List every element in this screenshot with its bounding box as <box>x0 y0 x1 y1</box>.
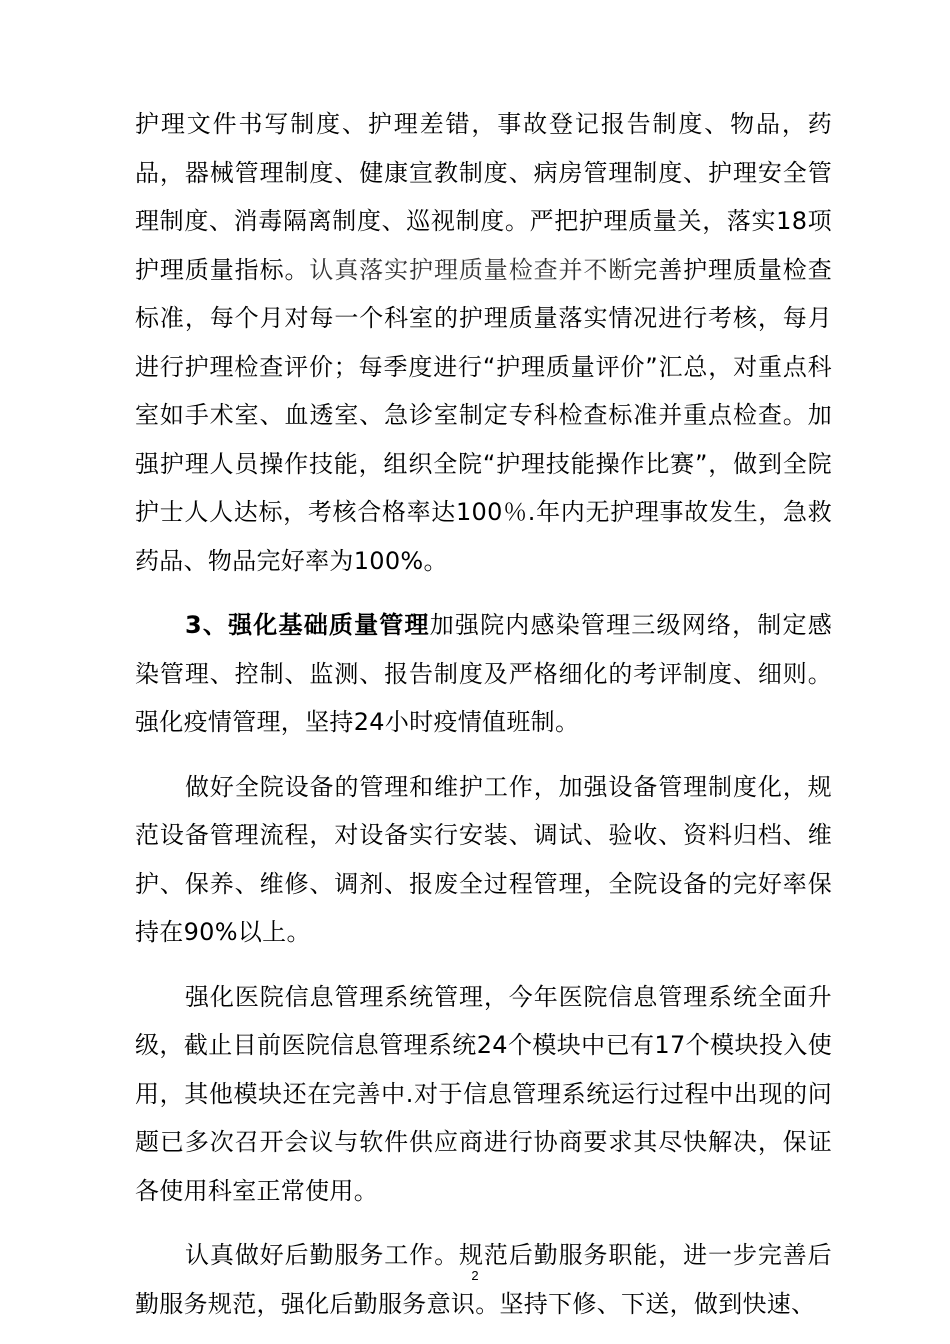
paragraph-gap <box>135 957 832 973</box>
nursing-rules-text: 护理文件书写制度、护理差错，事故登记报告制度、物品，药品，器械管理制度、健康宣教制度、病房管理制度、护理安全管理制度、消毒隔离制度、巡视制度。严把护理质量关，落实18项护理质量指标。 <box>135 110 832 284</box>
paragraph-logistics: 认真做好后勤服务工作。规范后勤服务职能，进一步完善后勤服务规范，强化后勤服务意识。坚持下修、下送，做到快速、 <box>135 1241 832 1318</box>
paragraph-equipment: 做好全院设备的管理和维护工作，加强设备管理制度化，规范设备管理流程，对设备实行安装、调试、验收、资料归档、维护、保养、维修、调剂、报废全过程管理，全院设备的完好率保持在90%以上。 <box>135 772 832 946</box>
section-heading: 3、强化基础质量管理 <box>185 611 430 639</box>
paragraph-infection-control <box>135 601 832 747</box>
nursing-check-text: 完善护理质量检查标准，每个月对每一个科室的护理质量落实情况进行考核，每月进行护理检查评价；每季度进行“护理质量评价”汇总，对重点科室如手术室、血透室、急诊室制定专科检查标准并重点检查。加强护理人员操作技能，组织全院“护理技能操作比赛”，做到全院护士人人达标，考核合格率达100％.年内无护理事故发生，急救药品、物品完好率为100%。 <box>135 255 832 575</box>
paragraph-gap <box>135 747 832 763</box>
nursing-check-highlight: 认真落实护理质量检查并不断 <box>309 255 634 284</box>
paragraph-gap <box>135 1215 832 1231</box>
infection-control-text: 加强院内感染管理三级网络，制定感染管理、控制、监测、报告制度及严格细化的考评制度、细则。强化疫情管理，坚持24小时疫情值班制。 <box>135 611 832 736</box>
paragraph-information-system: 强化医院信息管理系统管理，今年医院信息管理系统全面升级，截止目前医院信息管理系统24个模块中已有17个模块投入使用，其他模块还在完善中.对于信息管理系统运行过程中出现的问题已多次召开会议与软件供应商进行协商要求其尽快解决，保证各使用科室正常使用。 <box>135 982 832 1205</box>
paragraph-gap <box>135 585 832 601</box>
page-number: 2 <box>471 1268 479 1283</box>
paragraph-nursing-quality <box>135 100 832 585</box>
